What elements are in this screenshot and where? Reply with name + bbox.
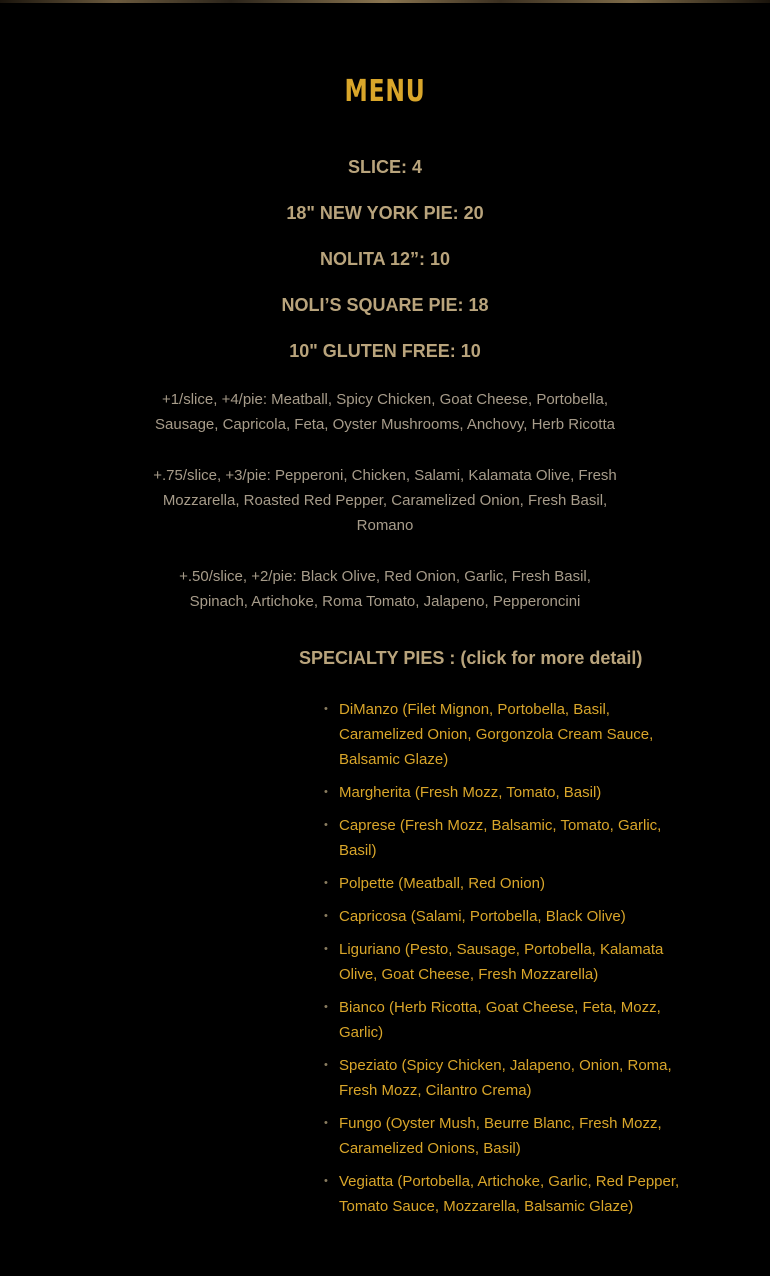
bullet-icon: • [324,703,328,715]
bullet-icon: • [324,1117,328,1129]
specialty-pie-margherita[interactable] [320,780,680,805]
toppings-tier-3-line: Spinach, Artichoke, Roma Tomato, Jalapeno, Pepperoncini [189,593,581,610]
bullet-icon: • [324,819,328,831]
bullet-icon: • [324,877,328,889]
specialty-pie-label: Caprese (Fresh Mozz, Balsamic, Tomato, Garlic, Basil) [339,817,662,859]
bullet-icon: • [324,1059,328,1071]
price-gluten-free: 10" GLUTEN FREE: 10 [289,341,481,361]
toppings-tier-1 [140,387,630,437]
toppings-tier-1-line: Sausage, Capricola, Feta, Oyster Mushrooms, Anchovy, Herb Ricotta [155,416,615,433]
specialty-pie-liguriano[interactable] [320,937,680,987]
toppings-tier-1-line: +1/slice, +4/pie: Meatball, Spicy Chicken, Goat Cheese, Portobella, [161,391,609,408]
specialty-pie-capricosa[interactable] [320,904,680,929]
price-square-pie: NOLI’S SQUARE PIE: 18 [281,295,489,315]
specialty-pie-vegiatta[interactable] [320,1169,680,1219]
specialty-pie-label: Margherita (Fresh Mozz, Tomato, Basil) [339,784,602,801]
bullet-icon: • [324,910,328,922]
specialty-pie-dimanzo[interactable] [320,697,680,772]
specialty-pie-label: DiManzo (Filet Mignon, Portobella, Basil, Caramelized Onion, Gorgonzola Cream Sauce, Balsamic Glaze) [339,701,654,768]
bullet-icon: • [324,943,328,955]
specialty-pie-label: Fungo (Oyster Mush, Beurre Blanc, Fresh Mozz, Caramelized Onions, Basil) [339,1115,662,1157]
toppings-tier-2-line: Romano [356,517,414,534]
specialty-pie-label: Bianco (Herb Ricotta, Goat Cheese, Feta, Mozz, Garlic) [339,999,661,1041]
toppings-tier-2 [140,463,630,538]
bullet-icon: • [324,1175,328,1187]
toppings-tier-3 [140,564,630,614]
toppings-tier-3-line: +.50/slice, +2/pie: Black Olive, Red Onion, Garlic, Fresh Basil, [179,568,591,585]
specialty-pie-fungo[interactable] [320,1111,680,1161]
menu-title: MENU [344,74,426,109]
header-image-strip [0,0,770,3]
specialty-pie-label: Capricosa (Salami, Portobella, Black Olive) [339,908,626,925]
specialty-pie-label: Speziato (Spicy Chicken, Jalapeno, Onion, Roma, Fresh Mozz, Cilantro Crema) [339,1057,672,1099]
toppings-tier-2-line: +.75/slice, +3/pie: Pepperoni, Chicken, Salami, Kalamata Olive, Fresh [153,467,617,484]
specialty-pie-label: Vegiatta (Portobella, Artichoke, Garlic, Red Pepper, Tomato Sauce, Mozzarella, Balsamic Glaze) [339,1173,680,1215]
price-nolita: NOLITA 12”: 10 [319,249,451,269]
specialty-pies-heading: SPECIALTY PIES : (click for more detail) [299,648,643,668]
price-slice: SLICE: 4 [347,157,422,177]
specialty-pie-label: Liguriano (Pesto, Sausage, Portobella, Kalamata Olive, Goat Cheese, Fresh Mozzarella) [339,941,664,983]
bullet-icon: • [324,786,328,798]
price-new-york-pie: 18" NEW YORK PIE: 20 [286,203,484,223]
specialty-pie-bianco[interactable] [320,995,680,1045]
specialty-pie-label: Polpette (Meatball, Red Onion) [339,875,545,892]
bullet-icon: • [324,1001,328,1013]
specialty-pie-caprese[interactable] [320,813,680,863]
specialty-pie-speziato[interactable] [320,1053,680,1103]
specialty-pie-polpette[interactable] [320,871,680,896]
toppings-tier-2-line: Mozzarella, Roasted Red Pepper, Caramelized Onion, Fresh Basil, [162,492,608,509]
specialty-pies-list [320,697,680,1227]
